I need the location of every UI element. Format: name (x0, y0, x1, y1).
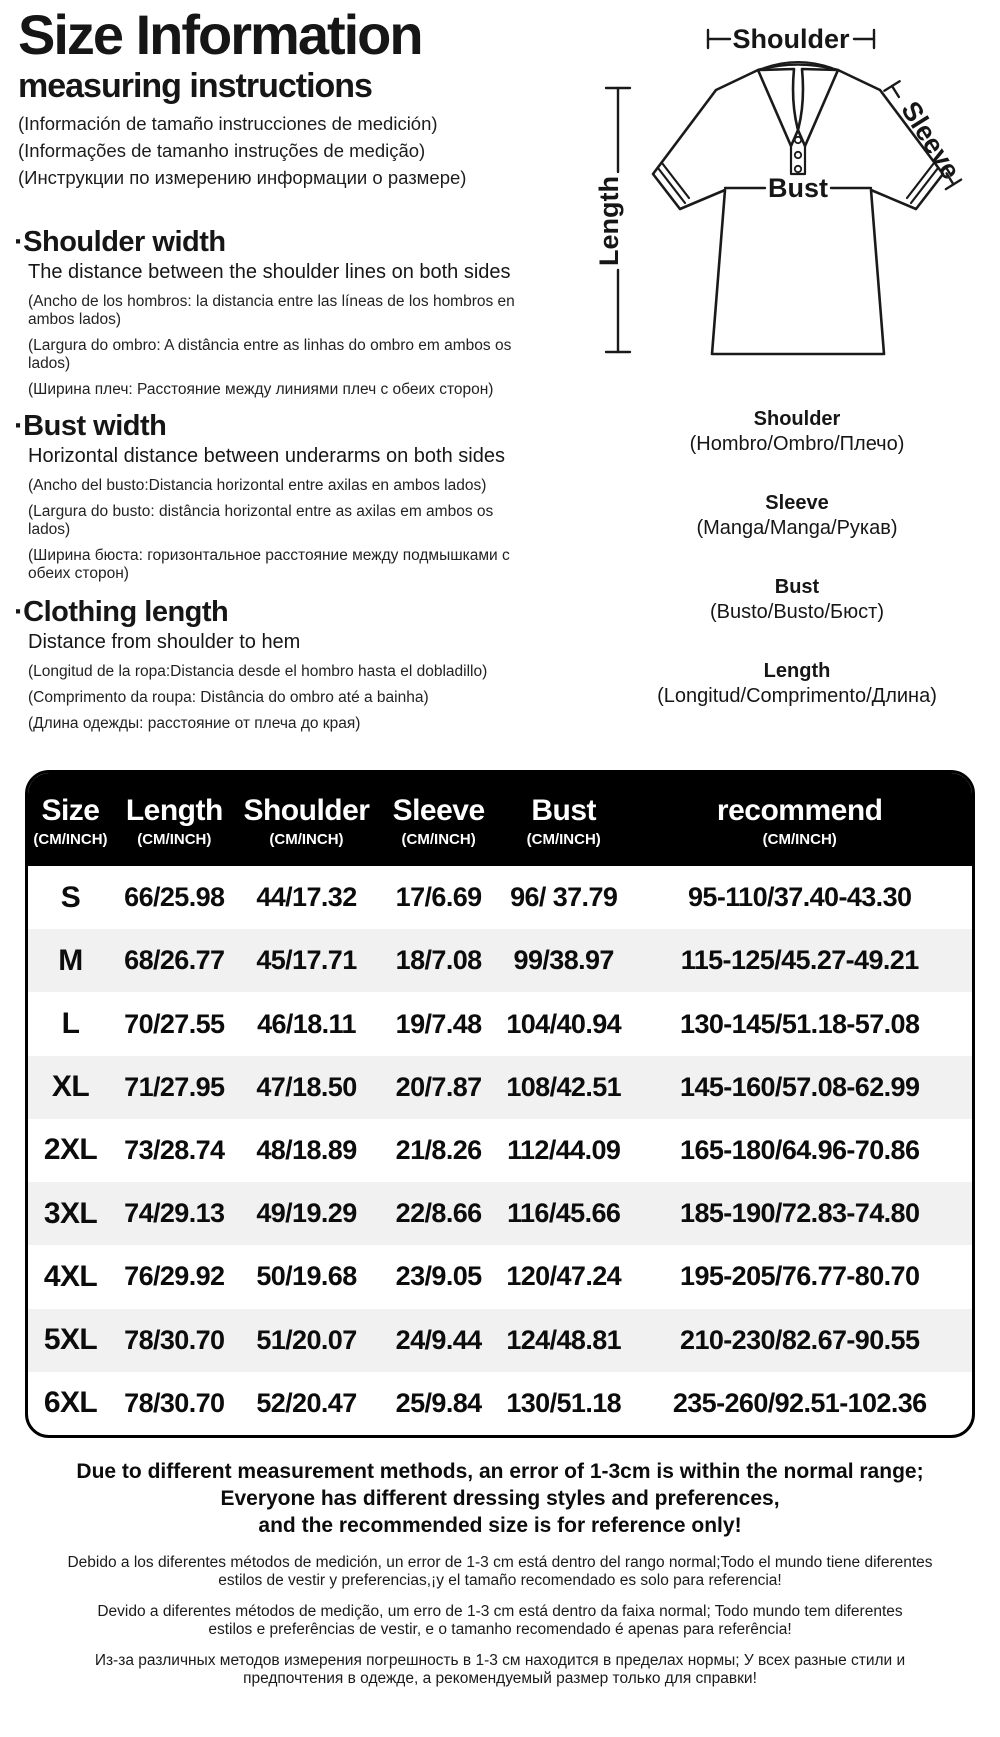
unit-label: (CM/INCH) (269, 830, 344, 848)
value-cell: 24/9.44 (395, 1324, 482, 1355)
legend-term: Bust (774, 576, 820, 598)
table-row (28, 1056, 972, 1119)
polo-shirt-drawing-icon (558, 6, 998, 372)
polo-shirt-diagram (558, 6, 998, 372)
value-cell: 46/18.11 (257, 1008, 356, 1039)
size-cell: XL (51, 1070, 90, 1104)
size-cell: M (58, 943, 83, 977)
disclaimer-line: Due to different measurement methods, an error of 1-3cm is within the normal range; (76, 1460, 924, 1483)
section-description: Horizontal distance between underarms on both sides (28, 445, 505, 467)
size-cell: 3XL (43, 1196, 98, 1230)
value-cell: 120/47.24 (506, 1261, 622, 1292)
section-title: ·Clothing length (14, 596, 229, 628)
value-cell: 185-190/72.83-74.80 (680, 1198, 920, 1229)
value-cell: 95-110/37.40-43.30 (688, 882, 912, 913)
value-cell: 130-145/51.18-57.08 (680, 1008, 920, 1039)
column-header-bust: Bust (CM/INCH) (500, 773, 627, 866)
value-cell: 115-125/45.27-49.21 (680, 945, 919, 976)
table-row (28, 929, 972, 992)
column-header-length: Length (CM/INCH) (113, 773, 236, 866)
disclaimer-english (0, 1458, 1000, 1539)
table-row (28, 1372, 972, 1435)
unit-label: (CM/INCH) (762, 830, 837, 848)
section-translation-pt: (Largura do ombro: A distância entre as linhas do ombro em ambos os lados) (28, 336, 512, 372)
value-cell: 44/17.32 (256, 882, 357, 913)
value-cell: 78/30.70 (124, 1324, 225, 1355)
header-block (18, 3, 553, 190)
legend-term: Sleeve (765, 492, 829, 514)
section-translation-es: (Ancho del busto:Distancia horizontal entre axilas en ambos lados) (28, 477, 487, 494)
disclaimer-portuguese: Devido a diferentes métodos de medição, um erro de 1-3 cm está dentro da faixa normal; Todo mundo tem diferentes estilos e preferências de vestir, e o tamanho recomendado é apenas para referência! (97, 1603, 903, 1638)
value-cell: 17/6.69 (395, 882, 482, 913)
measurement-legend (588, 408, 1000, 744)
value-cell: 25/9.84 (395, 1387, 482, 1418)
legend-item-shoulder (588, 408, 1000, 456)
value-cell: 73/28.74 (124, 1134, 225, 1165)
value-cell: 96/ 37.79 (510, 882, 618, 913)
value-cell: 195-205/76.77-80.70 (680, 1261, 920, 1292)
value-cell: 23/9.05 (395, 1261, 482, 1292)
value-cell: 235-260/92.51-102.36 (672, 1387, 927, 1418)
section-translation-pt: (Largura do busto: distância horizontal entre as axilas em ambos os lados) (28, 502, 494, 538)
disclaimer-russian: Из-за различных методов измерения погрешность в 1-3 см находится в пределах нормы; У всех разные стили и предпочтения в одежде, а рекомендуемый размер только для справки! (94, 1652, 906, 1687)
section-translation-ru: (Ширина бюста: горизонтальное расстояние между подмышками с обеих сторон) (28, 546, 510, 582)
table-row (28, 1245, 972, 1308)
column-header-size: Size (CM/INCH) (28, 773, 113, 866)
size-cell: S (60, 880, 81, 914)
legend-item-sleeve (588, 492, 1000, 540)
column-header-recommend: recommend (CM/INCH) (627, 773, 972, 866)
table-row (28, 992, 972, 1055)
column-header-sleeve: Sleeve (CM/INCH) (377, 773, 500, 866)
table-row (28, 1309, 972, 1372)
size-table-body (28, 866, 972, 1435)
unit-label: (CM/INCH) (526, 830, 601, 848)
value-cell: 210-230/82.67-90.55 (680, 1324, 920, 1355)
value-cell: 99/38.97 (513, 945, 614, 976)
value-cell: 47/18.50 (256, 1071, 357, 1102)
legend-translation: (Busto/Busto/Бюст) (709, 601, 884, 623)
value-cell: 19/7.48 (395, 1008, 482, 1039)
unit-label: (CM/INCH) (137, 830, 212, 848)
diagram-sleeve-label: Sleeve (895, 95, 967, 185)
value-cell: 145-160/57.08-62.99 (680, 1071, 920, 1102)
section-shoulder-width (14, 226, 534, 407)
value-cell: 51/20.07 (256, 1324, 357, 1355)
value-cell: 21/8.26 (395, 1134, 482, 1165)
disclaimer-line: Everyone has different dressing styles and preferences, (220, 1487, 780, 1510)
value-cell: 71/27.95 (124, 1071, 225, 1102)
disclaimer-spanish: Debido a los diferentes métodos de medición, un error de 1-3 cm está dentro del rango normal;Todo el mundo tiene diferentes estilos de vestir y preferencias,¡y el tamaño recomendado es solo para referencia! (67, 1554, 933, 1589)
value-cell: 70/27.55 (124, 1008, 225, 1039)
value-cell: 130/51.18 (506, 1387, 622, 1418)
legend-translation: (Longitud/Comprimento/Длина) (657, 685, 937, 707)
size-cell: 4XL (43, 1259, 98, 1293)
table-row (28, 1182, 972, 1245)
value-cell: 49/19.29 (256, 1198, 357, 1229)
table-row (28, 1119, 972, 1182)
size-cell: 5XL (43, 1323, 98, 1357)
section-translation-ru: (Ширина плеч: Расстояние между линиями плеч с обеих сторон) (28, 380, 494, 398)
value-cell: 66/25.98 (124, 882, 225, 913)
column-header-shoulder: Shoulder (CM/INCH) (236, 773, 378, 866)
legend-translation: (Hombro/Ombro/Плечо) (689, 433, 905, 455)
value-cell: 112/44.09 (507, 1134, 621, 1165)
page-title: Size Information (18, 3, 422, 66)
size-cell: L (61, 1007, 80, 1041)
legend-item-bust (588, 576, 1000, 624)
section-translation-es: (Longitud de la ropa:Distancia desde el hombro hasta el dobladillo) (28, 663, 488, 680)
value-cell: 124/48.81 (506, 1324, 622, 1355)
size-cell: 2XL (43, 1133, 98, 1167)
table-row (28, 866, 972, 929)
value-cell: 52/20.47 (256, 1387, 357, 1418)
value-cell: 48/18.89 (256, 1134, 357, 1165)
section-translation-ru: (Длина одежды: расстояние от плеча до края) (28, 714, 361, 732)
disclaimer (0, 1458, 1000, 1701)
value-cell: 78/30.70 (124, 1387, 225, 1418)
diagram-shoulder-label: Shoulder (732, 24, 850, 54)
section-clothing-length (14, 596, 534, 741)
subtitle-translation-ru: (Инструкции по измерению информации о размере) (18, 167, 467, 189)
size-cell: 6XL (43, 1386, 98, 1420)
section-translation-es: (Ancho de los hombros: la distancia entre las líneas de los hombros en ambos lados) (28, 293, 515, 328)
value-cell: 74/29.13 (124, 1198, 225, 1229)
value-cell: 165-180/64.96-70.86 (680, 1134, 920, 1165)
size-table (25, 770, 975, 1438)
legend-term: Length (763, 660, 831, 682)
section-bust-width (14, 410, 534, 591)
value-cell: 45/17.71 (256, 945, 357, 976)
page-subtitle: measuring instructions (18, 66, 372, 105)
diagram-bust-label: Bust (768, 173, 828, 203)
subtitle-translation-es: (Información de tamaño instrucciones de medición) (18, 113, 438, 135)
legend-term: Shoulder (753, 408, 841, 430)
value-cell: 68/26.77 (124, 945, 225, 976)
value-cell: 108/42.51 (506, 1071, 622, 1102)
value-cell: 22/8.66 (395, 1198, 482, 1229)
section-description: Distance from shoulder to hem (28, 631, 301, 653)
section-translation-pt: (Comprimento da roupa: Distância do ombro até a bainha) (28, 688, 429, 706)
disclaimer-line: and the recommended size is for reference only! (258, 1514, 742, 1537)
value-cell: 104/40.94 (506, 1008, 622, 1039)
subtitle-translation-pt: (Informações de tamanho instruções de medição) (18, 140, 426, 162)
value-cell: 50/19.68 (256, 1261, 357, 1292)
value-cell: 76/29.92 (124, 1261, 225, 1292)
unit-label: (CM/INCH) (33, 830, 108, 848)
diagram-length-label: Length (594, 176, 624, 266)
legend-item-length (588, 660, 1000, 708)
legend-translation: (Manga/Manga/Рукав) (696, 517, 898, 539)
unit-label: (CM/INCH) (401, 830, 476, 848)
section-title: ·Bust width (14, 410, 167, 442)
size-table-header (28, 773, 972, 866)
section-title: ·Shoulder width (14, 226, 226, 258)
value-cell: 116/45.66 (507, 1198, 621, 1229)
value-cell: 20/7.87 (395, 1071, 482, 1102)
value-cell: 18/7.08 (395, 945, 482, 976)
section-description: The distance between the shoulder lines on both sides (28, 261, 511, 283)
